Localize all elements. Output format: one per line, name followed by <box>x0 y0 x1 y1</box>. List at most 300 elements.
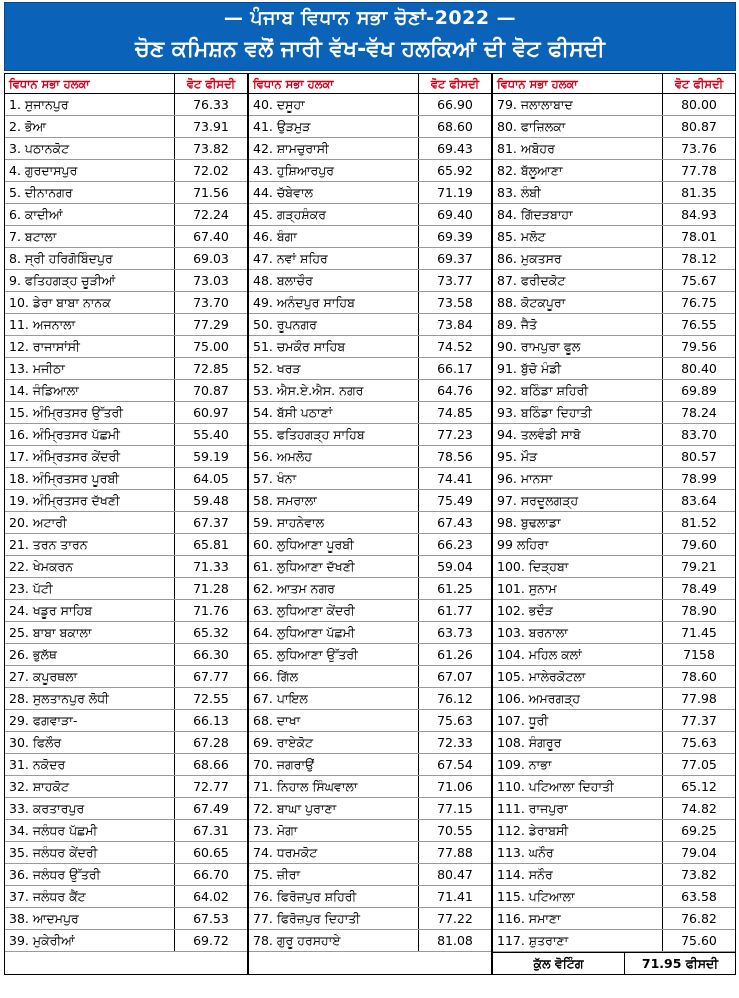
constituency-name: 45. ਗੜ੍ਹਸ਼ੰਕਰ <box>249 204 419 225</box>
constituency-name: 51. ਚਮਕੌਰ ਸਾਹਿਬ <box>249 336 419 357</box>
table-row <box>493 798 735 820</box>
constituency-name: 47. ਨਵਾਂ ਸ਼ਹਿਰ <box>249 248 419 269</box>
turnout-percent: 63.73 <box>437 625 473 640</box>
constituency-name: 60. ਲੁਧਿਆਣਾ ਪੂਰਬੀ <box>249 534 419 555</box>
turnout-percent: 61.26 <box>437 647 473 662</box>
turnout-percent: 64.05 <box>193 471 229 486</box>
constituency-name: 39. ਮੁਕੇਰੀਆਂ <box>5 930 175 951</box>
constituency-name: 100. ਦਿੜ੍ਹਬਾ <box>493 556 663 577</box>
constituency-name: 7. ਬਟਾਲਾ <box>5 226 175 247</box>
table-row <box>5 666 247 688</box>
table-row <box>249 578 491 600</box>
turnout-percent: 67.31 <box>193 823 229 838</box>
constituency-name: 31. ਨਕੋਦਰ <box>5 754 175 775</box>
table-row <box>249 116 491 138</box>
table-row <box>5 578 247 600</box>
table-row <box>5 358 247 380</box>
turnout-percent: 72.24 <box>193 207 229 222</box>
constituency-name: 1. ਸੁਜਾਨਪੁਰ <box>5 94 175 115</box>
table-row <box>5 930 247 952</box>
table-row <box>5 226 247 248</box>
table-row <box>5 600 247 622</box>
constituency-name: 88. ਕੋਟਕਪੂਰਾ <box>493 292 663 313</box>
constituency-name: 28. ਸੁਲਤਾਨਪੁਰ ਲੋਧੀ <box>5 688 175 709</box>
table-row <box>5 622 247 644</box>
turnout-percent: 66.13 <box>193 713 229 728</box>
table-row <box>493 204 735 226</box>
table-row <box>5 776 247 798</box>
constituency-name: 10. ਡੇਰਾ ਬਾਬਾ ਨਾਨਕ <box>5 292 175 313</box>
table-row <box>5 490 247 512</box>
constituency-name: 108. ਸੰਗਰੂਰ <box>493 732 663 753</box>
table-row <box>5 534 247 556</box>
turnout-percent: 81.08 <box>437 933 473 948</box>
table-row <box>493 94 735 116</box>
constituency-name: 54. ਬੱਸੀ ਪਠਾਣਾਂ <box>249 402 419 423</box>
table-row <box>249 204 491 226</box>
constituency-name: 85. ਮਲੋਟ <box>493 226 663 247</box>
constituency-name: 82. ਬੱਲੂਆਣਾ <box>493 160 663 181</box>
turnout-percent: 66.70 <box>193 867 229 882</box>
constituency-name: 24. ਖਡੂਰ ਸਾਹਿਬ <box>5 600 175 621</box>
table-row <box>5 842 247 864</box>
table-row <box>5 292 247 314</box>
table-row <box>249 226 491 248</box>
table-row <box>493 446 735 468</box>
constituency-name: 76. ਫਿਰੋਜ਼ਪੁਰ ਸ਼ਹਿਰੀ <box>249 886 419 907</box>
constituency-name: 77. ਫਿਰੋਜ਼ਪੁਰ ਦਿਹਾਤੀ <box>249 908 419 929</box>
turnout-percent: 67.49 <box>193 801 229 816</box>
table-row <box>249 248 491 270</box>
constituency-name: 97. ਸਰਦੂਲਗੜ੍ਹ <box>493 490 663 511</box>
turnout-percent: 69.03 <box>193 251 229 266</box>
constituency-name: 87. ਫਰੀਦਕੋਟ <box>493 270 663 291</box>
table-row <box>5 446 247 468</box>
table-row <box>493 688 735 710</box>
turnout-percent: 69.89 <box>681 383 717 398</box>
table-column-1 <box>5 74 249 974</box>
constituency-name: 80. ਫਾਜ਼ਿਲਕਾ <box>493 116 663 137</box>
constituency-name: 103. ਬਰਨਾਲਾ <box>493 622 663 643</box>
turnout-percent: 69.43 <box>437 141 473 156</box>
turnout-percent: 80.47 <box>437 867 473 882</box>
table-column-2 <box>249 74 493 974</box>
table-row <box>493 556 735 578</box>
constituency-name: 71. ਨਿਹਾਲ ਸਿੰਘਵਾਲਾ <box>249 776 419 797</box>
turnout-percent: 78.99 <box>681 471 717 486</box>
header-constituency: ਵਿਧਾਨ ਸਭਾ ਹਲਕਾ <box>249 74 419 93</box>
turnout-percent: 80.00 <box>681 97 717 112</box>
constituency-name: 89. ਜੈਤੋ <box>493 314 663 335</box>
constituency-name: 61. ਲੁਧਿਆਣਾ ਦੱਖਣੀ <box>249 556 419 577</box>
constituency-name: 26. ਭੁਲੱਥ <box>5 644 175 665</box>
table-row <box>249 534 491 556</box>
table-row <box>249 842 491 864</box>
constituency-name: 63. ਲੁਧਿਆਣਾ ਕੇਂਦਰੀ <box>249 600 419 621</box>
constituency-name: 59. ਸਾਹਨੇਵਾਲ <box>249 512 419 533</box>
table-row <box>5 798 247 820</box>
table-row <box>5 94 247 116</box>
table-row <box>249 182 491 204</box>
table-row <box>249 754 491 776</box>
turnout-percent: 61.25 <box>437 581 473 596</box>
constituency-name: 69. ਰਾਏਕੋਟ <box>249 732 419 753</box>
table-row <box>493 864 735 886</box>
constituency-name: 5. ਦੀਨਾਨਗਰ <box>5 182 175 203</box>
constituency-name: 23. ਪੱਟੀ <box>5 578 175 599</box>
total-value: 71.95 ਫੀਸਦੀ <box>641 956 719 971</box>
turnout-percent: 75.00 <box>193 339 229 354</box>
table-row <box>249 776 491 798</box>
constituency-name: 41. ਉੜਮੁੜ <box>249 116 419 137</box>
table-row <box>249 314 491 336</box>
turnout-percent: 70.55 <box>437 823 473 838</box>
table-row <box>493 116 735 138</box>
turnout-percent: 83.70 <box>681 427 717 442</box>
turnout-percent: 72.55 <box>193 691 229 706</box>
constituency-name: 96. ਮਾਨਸਾ <box>493 468 663 489</box>
table-row <box>249 270 491 292</box>
turnout-percent: 73.82 <box>681 867 717 882</box>
turnout-percent: 71.28 <box>193 581 229 596</box>
table-row <box>249 512 491 534</box>
constituency-name: 68. ਦਾਖਾ <box>249 710 419 731</box>
table-row <box>249 380 491 402</box>
turnout-percent: 78.24 <box>681 405 717 420</box>
table-row <box>493 182 735 204</box>
turnout-percent: 67.37 <box>193 515 229 530</box>
constituency-name: 107. ਧੂਰੀ <box>493 710 663 731</box>
title-line-1: — ਪੰਜਾਬ ਵਿਧਾਨ ਸਭਾ ਚੋਣਾਂ-2022 — <box>223 7 517 29</box>
turnout-percent: 74.82 <box>681 801 717 816</box>
constituency-name: 32. ਸ਼ਾਹਕੋਟ <box>5 776 175 797</box>
table-row <box>493 710 735 732</box>
constituency-name: 27. ਕਪੂਰਥਲਾ <box>5 666 175 687</box>
turnout-percent: 75.63 <box>437 713 473 728</box>
constituency-name: 83. ਲੰਬੀ <box>493 182 663 203</box>
turnout-percent: 81.35 <box>681 185 717 200</box>
turnout-percent: 77.23 <box>437 427 473 442</box>
turnout-percent: 75.67 <box>681 273 717 288</box>
table-row <box>493 248 735 270</box>
turnout-percent: 66.23 <box>437 537 473 552</box>
turnout-percent: 79.04 <box>681 845 717 860</box>
constituency-name: 116. ਸਮਾਣਾ <box>493 908 663 929</box>
table-row <box>493 666 735 688</box>
constituency-name: 49. ਅਨੰਦਪੁਰ ਸਾਹਿਬ <box>249 292 419 313</box>
table-row <box>5 138 247 160</box>
table-row <box>5 270 247 292</box>
turnout-percent: 73.76 <box>681 141 717 156</box>
turnout-percent: 74.85 <box>437 405 473 420</box>
constituency-name: 25. ਬਾਬਾ ਬਕਾਲਾ <box>5 622 175 643</box>
constituency-name: 15. ਅੰਮ੍ਰਿਤਸਰ ਉੱਤਰੀ <box>5 402 175 423</box>
constituency-name: 110. ਪਟਿਆਲਾ ਦਿਹਾਤੀ <box>493 776 663 797</box>
constituency-name: 91. ਬੁੱਚੋ ਮੰਡੀ <box>493 358 663 379</box>
turnout-percent: 73.77 <box>437 273 473 288</box>
turnout-percent: 67.40 <box>193 229 229 244</box>
turnout-percent: 72.02 <box>193 163 229 178</box>
turnout-percent: 59.04 <box>437 559 473 574</box>
turnout-percent: 68.66 <box>193 757 229 772</box>
header-percent: ਵੋਟ ਫੀਸਦੀ <box>430 77 480 91</box>
constituency-name: 55. ਫਤਿਹਗੜ੍ਹ ਸਾਹਿਬ <box>249 424 419 445</box>
title-line-2: ਚੋਣ ਕਮਿਸ਼ਨ ਵਲੋਂ ਜਾਰੀ ਵੱਖ-ਵੱਖ ਹਲਕਿਆਂ ਦੀ ਵੋਟ ਫੀਸਦੀ <box>135 37 605 62</box>
constituency-name: 109. ਨਾਭਾ <box>493 754 663 775</box>
constituency-name: 92. ਬਠਿੰਡਾ ਸ਼ਹਿਰੀ <box>493 380 663 401</box>
constituency-name: 35. ਜਲੰਧਰ ਕੇਂਦਰੀ <box>5 842 175 863</box>
table-row <box>493 754 735 776</box>
turnout-percent: 72.33 <box>437 735 473 750</box>
turnout-percent: 73.84 <box>437 317 473 332</box>
turnout-percent: 65.32 <box>193 625 229 640</box>
table-row <box>249 666 491 688</box>
table-row <box>249 138 491 160</box>
turnout-percent: 71.33 <box>193 559 229 574</box>
table-row <box>493 842 735 864</box>
table-row <box>5 820 247 842</box>
turnout-percent: 60.97 <box>193 405 229 420</box>
turnout-percent: 81.52 <box>681 515 717 530</box>
table-row <box>5 424 247 446</box>
turnout-percent: 74.41 <box>437 471 473 486</box>
header-percent: ਵੋਟ ਫੀਸਦੀ <box>674 77 724 91</box>
turnout-percent: 65.12 <box>681 779 717 794</box>
constituency-name: 30. ਫਿਲੌਰ <box>5 732 175 753</box>
table-row <box>249 908 491 930</box>
constituency-name: 113. ਘਨੌਰ <box>493 842 663 863</box>
turnout-percent: 68.60 <box>437 119 473 134</box>
header-constituency: ਵਿਧਾਨ ਸਭਾ ਹਲਕਾ <box>5 74 175 93</box>
constituency-name: 99 ਲਹਿਰਾ <box>493 534 663 555</box>
constituency-name: 101. ਸੁਨਾਮ <box>493 578 663 599</box>
table-row <box>493 776 735 798</box>
constituency-name: 16. ਅੰਮ੍ਰਿਤਸਰ ਪੱਛਮੀ <box>5 424 175 445</box>
table-row <box>493 292 735 314</box>
turnout-percent: 71.19 <box>437 185 473 200</box>
turnout-percent: 79.21 <box>681 559 717 574</box>
constituency-name: 90. ਰਾਮਪੁਰਾ ਫੂਲ <box>493 336 663 357</box>
constituency-name: 112. ਡੇਰਾਬਸੀ <box>493 820 663 841</box>
table-row <box>493 270 735 292</box>
turnout-percent: 78.56 <box>437 449 473 464</box>
table-row <box>249 798 491 820</box>
turnout-percent: 73.58 <box>437 295 473 310</box>
table-row <box>5 204 247 226</box>
constituency-name: 12. ਰਾਜਾਸਾਂਸੀ <box>5 336 175 357</box>
table-row <box>249 402 491 424</box>
turnout-percent: 70.87 <box>193 383 229 398</box>
turnout-percent: 83.64 <box>681 493 717 508</box>
constituency-name: 50. ਰੂਪਨਗਰ <box>249 314 419 335</box>
table-row <box>493 402 735 424</box>
table-row <box>5 402 247 424</box>
turnout-percent: 73.03 <box>193 273 229 288</box>
table-row <box>249 490 491 512</box>
table-row <box>493 380 735 402</box>
turnout-percent: 76.12 <box>437 691 473 706</box>
turnout-percent: 77.88 <box>437 845 473 860</box>
table-row <box>5 182 247 204</box>
turnout-percent: 74.52 <box>437 339 473 354</box>
constituency-name: 65. ਲੁਧਿਆਣਾ ਉੱਤਰੀ <box>249 644 419 665</box>
turnout-percent: 64.02 <box>193 889 229 904</box>
turnout-percent: 69.39 <box>437 229 473 244</box>
turnout-percent: 72.85 <box>193 361 229 376</box>
table-row <box>5 644 247 666</box>
constituency-name: 17. ਅੰਮ੍ਰਿਤਸਰ ਕੇਂਦਰੀ <box>5 446 175 467</box>
turnout-percent: 76.55 <box>681 317 717 332</box>
table-row <box>5 336 247 358</box>
turnout-percent: 77.37 <box>681 713 717 728</box>
constituency-name: 37. ਜਲੰਧਰ ਕੈਂਟ <box>5 886 175 907</box>
turnout-percent: 77.29 <box>193 317 229 332</box>
table-row <box>5 886 247 908</box>
constituency-name: 20. ਅਟਾਰੀ <box>5 512 175 533</box>
turnout-percent: 59.19 <box>193 449 229 464</box>
table-row <box>5 380 247 402</box>
constituency-name: 42. ਸ਼ਾਮਚੁਰਾਸੀ <box>249 138 419 159</box>
constituency-name: 44. ਚੱਬੇਵਾਲ <box>249 182 419 203</box>
table-row <box>5 754 247 776</box>
turnout-percent: 64.76 <box>437 383 473 398</box>
constituency-name: 11. ਅਜਨਾਲਾ <box>5 314 175 335</box>
constituency-name: 117. ਸ਼ੁਤਰਾਣਾ <box>493 930 663 951</box>
constituency-name: 84. ਗਿੱਦੜਬਾਹਾ <box>493 204 663 225</box>
table-row <box>249 644 491 666</box>
table-row <box>5 468 247 490</box>
table-row <box>249 732 491 754</box>
table-row <box>493 138 735 160</box>
table-row <box>249 600 491 622</box>
turnout-percent: 69.37 <box>437 251 473 266</box>
table-row <box>5 512 247 534</box>
turnout-percent: 76.33 <box>193 97 229 112</box>
turnout-percent: 7158 <box>683 647 715 662</box>
table-row <box>493 226 735 248</box>
constituency-name: 114. ਸਨੌਰ <box>493 864 663 885</box>
table-row <box>493 644 735 666</box>
turnout-percent: 63.58 <box>681 889 717 904</box>
constituency-name: 18. ਅੰਮ੍ਰਿਤਸਰ ਪੂਰਬੀ <box>5 468 175 489</box>
table-row <box>249 468 491 490</box>
constituency-name: 86. ਮੁਕਤਸਰ <box>493 248 663 269</box>
constituency-name: 14. ਜੰਡਿਆਲਾ <box>5 380 175 401</box>
table-row <box>5 732 247 754</box>
turnout-percent: 67.07 <box>437 669 473 684</box>
constituency-name: 67. ਪਾਇਲ <box>249 688 419 709</box>
turnout-percent: 76.82 <box>681 911 717 926</box>
table-row <box>249 710 491 732</box>
constituency-name: 3. ਪਠਾਨਕੋਟ <box>5 138 175 159</box>
constituency-name: 106. ਅਮਰਗੜ੍ਹ <box>493 688 663 709</box>
constituency-name: 36. ਜਲੰਧਰ ਉੱਤਰੀ <box>5 864 175 885</box>
table-row <box>5 116 247 138</box>
turnout-percent: 80.87 <box>681 119 717 134</box>
table-row <box>493 600 735 622</box>
constituency-name: 74. ਧਰਮਕੋਟ <box>249 842 419 863</box>
table-row <box>5 314 247 336</box>
turnout-percent: 79.60 <box>681 537 717 552</box>
turnout-percent: 77.15 <box>437 801 473 816</box>
turnout-percent: 71.56 <box>193 185 229 200</box>
constituency-name: 52. ਖਰੜ <box>249 358 419 379</box>
constituency-name: 4. ਗੁਰਦਾਸਪੁਰ <box>5 160 175 181</box>
turnout-percent: 78.01 <box>681 229 717 244</box>
table-row <box>5 556 247 578</box>
constituency-name: 13. ਮਜੀਠਾ <box>5 358 175 379</box>
table-row <box>249 446 491 468</box>
turnout-percent: 73.91 <box>193 119 229 134</box>
constituency-name: 58. ਸਮਰਾਲਾ <box>249 490 419 511</box>
table-row <box>5 864 247 886</box>
table-row <box>493 622 735 644</box>
table-row <box>249 886 491 908</box>
constituency-name: 72. ਬਾਘਾ ਪੁਰਾਣਾ <box>249 798 419 819</box>
turnout-percent: 71.06 <box>437 779 473 794</box>
turnout-percent: 75.60 <box>681 933 717 948</box>
turnout-percent: 79.56 <box>681 339 717 354</box>
table-row <box>249 556 491 578</box>
table-row <box>493 424 735 446</box>
table-row <box>493 732 735 754</box>
constituency-name: 21. ਤਰਨ ਤਾਰਨ <box>5 534 175 555</box>
turnout-percent: 77.22 <box>437 911 473 926</box>
turnout-percent: 66.30 <box>193 647 229 662</box>
table-row <box>493 358 735 380</box>
table-row <box>493 534 735 556</box>
turnout-percent: 78.60 <box>681 669 717 684</box>
turnout-percent: 67.28 <box>193 735 229 750</box>
turnout-percent: 76.75 <box>681 295 717 310</box>
constituency-name: 40. ਦਸੂਹਾ <box>249 94 419 115</box>
table-row <box>249 424 491 446</box>
constituency-name: 56. ਅਮਲੋਹ <box>249 446 419 467</box>
constituency-name: 34. ਜਲੰਧਰ ਪੱਛਮੀ <box>5 820 175 841</box>
table-row <box>249 820 491 842</box>
table-row <box>493 930 735 952</box>
column-header <box>249 74 491 94</box>
constituency-name: 19. ਅੰਮ੍ਰਿਤਸਰ ਦੱਖਣੀ <box>5 490 175 511</box>
table-row <box>249 292 491 314</box>
turnout-percent: 65.81 <box>193 537 229 552</box>
constituency-name: 9. ਫਤਿਹਗੜ੍ਹ ਚੂੜੀਆਂ <box>5 270 175 291</box>
column-header <box>5 74 247 94</box>
turnout-percent: 84.93 <box>681 207 717 222</box>
constituency-name: 57. ਖੰਨਾ <box>249 468 419 489</box>
turnout-percent: 66.17 <box>437 361 473 376</box>
table-row <box>493 336 735 358</box>
table-row <box>249 94 491 116</box>
turnout-percent: 65.92 <box>437 163 473 178</box>
turnout-percent: 80.40 <box>681 361 717 376</box>
table-row <box>5 908 247 930</box>
turnout-percent: 71.76 <box>193 603 229 618</box>
constituency-name: 66. ਗਿੱਲ <box>249 666 419 687</box>
constituency-name: 29. ਫਗਵਾੜਾ- <box>5 710 175 731</box>
constituency-name: 111. ਰਾਜਪੁਰਾ <box>493 798 663 819</box>
constituency-name: 81. ਅਬੋਹਰ <box>493 138 663 159</box>
constituency-name: 33. ਕਰਤਾਰਪੁਰ <box>5 798 175 819</box>
table-row <box>493 512 735 534</box>
turnout-percent: 67.77 <box>193 669 229 684</box>
table-row <box>249 930 491 952</box>
constituency-name: 22. ਖੇਮਕਰਨ <box>5 556 175 577</box>
table-row <box>493 314 735 336</box>
turnout-percent: 71.41 <box>437 889 473 904</box>
turnout-percent: 67.53 <box>193 911 229 926</box>
turnout-percent: 69.40 <box>437 207 473 222</box>
